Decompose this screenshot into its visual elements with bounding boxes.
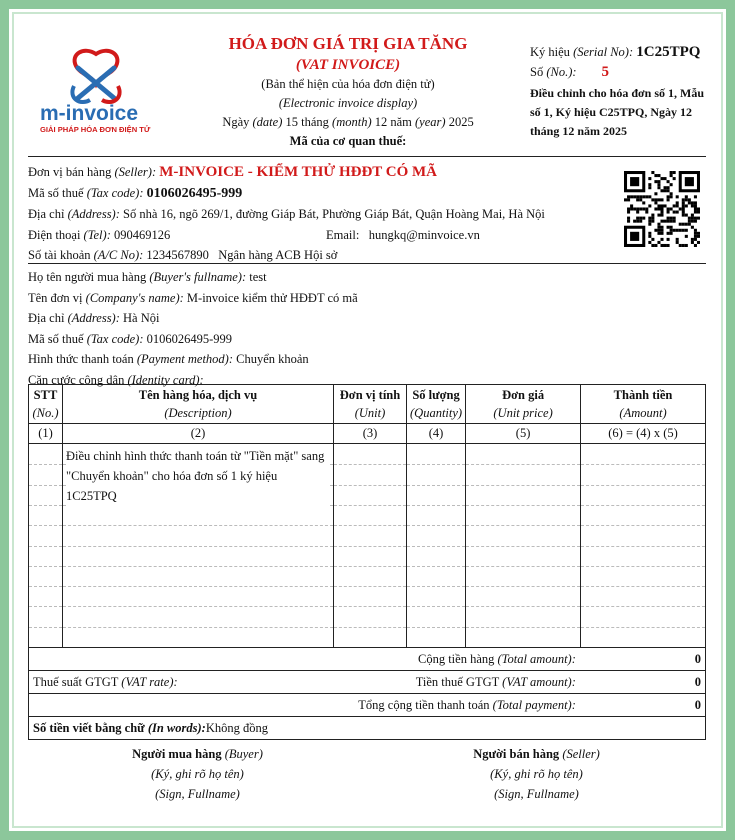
buyer-company: M-invoice kiểm thử HĐĐT có mã [186, 290, 358, 305]
seller-section: Đơn vị bán hàng (Seller): M-INVOICE - KIỂM THỬ HĐĐT CÓ MÃ Mã số thuế (Tax code): 0106026495-999 Địa chỉ (Address): Số nhà 16, ngõ 269/1, đường Giáp Bát, Phường Giáp Bát, Quận Hoàng Mai, Hà Nội Điện thoại (Tel): 090469126 Email: hungkq@minvoice.vn Số tài khoản (A/C No): 1234567890 Ngân hàng ACB Hội sở [28, 157, 706, 264]
buyer-signature: Người mua hàng (Buyer) (Ký, ghi rõ họ tên) (Sign, Fullname) [132, 747, 263, 801]
serial-block: Ký hiệu (Serial No): 1C25TPQ Số (No.): 5 Điều chỉnh cho hóa đơn số 1, Mẫu số 1, Ký hiệu C25TPQ, Ngày 12 tháng 12 năm 2025 [530, 42, 710, 141]
col-description: Tên hàng hóa, dịch vụ (Description) [63, 385, 334, 424]
col-unit: Đơn vị tính (Unit) [334, 385, 407, 424]
vat-row: Thuế suất GTGT (VAT rate): Tiền thuế GTGT (VAT amount): 0 [29, 671, 706, 694]
adjustment-note: Điều chỉnh cho hóa đơn số 1, Mẫu số 1, Ký hiệu C25TPQ, Ngày 12 tháng 12 năm 2025 [530, 86, 705, 138]
col-stt: STT (No.) [29, 385, 63, 424]
qr-code [624, 171, 700, 247]
seller-bank: Ngân hàng ACB Hội sở [218, 248, 338, 262]
display-note-en: (Electronic invoice display) [278, 96, 418, 110]
m-invoice-logo [38, 46, 178, 136]
column-number-row: (1) (2) (3) (4) (5) (6) = (4) x (5) [29, 424, 706, 444]
col-quantity: Số lượng (Quantity) [407, 385, 466, 424]
invoice-date: Ngày (date) 15 tháng (month) 12 năm (year) 2025 [222, 115, 474, 129]
invoice-title: HÓA ĐƠN GIÁ TRỊ GIA TĂNG [228, 34, 468, 53]
svg-text:GIẢI PHÁP HÓA ĐƠN ĐIỆN TỬ: GIẢI PHÁP HÓA ĐƠN ĐIỆN TỬ [40, 125, 151, 134]
col-amount: Thành tiền (Amount) [581, 385, 706, 424]
col-unit-price: Đơn giá (Unit price) [466, 385, 581, 424]
vat-amount: 0 [694, 675, 701, 689]
svg-text:m-invoice: m-invoice [40, 102, 139, 125]
buyer-payment-method: Chuyển khoản [236, 352, 309, 366]
total-payment: 0 [694, 698, 701, 712]
invoice-header [28, 28, 706, 157]
display-note-vi: (Bản thể hiện của hóa đơn điện tử) [261, 77, 435, 91]
signature-section [28, 744, 706, 804]
seller-account: 1234567890 [146, 248, 209, 262]
buyer-address: Hà Nội [123, 311, 160, 325]
seller-address: Số nhà 16, ngõ 269/1, đường Giáp Bát, Phường Giáp Bát, Quận Hoàng Mai, Hà Nội [123, 207, 545, 221]
total-payment-row: Tổng cộng tiền thanh toán (Total payment): 0 [29, 694, 706, 717]
buyer-tax-code: 0106026495-999 [146, 331, 233, 346]
total-amount-row: Cộng tiền hàng (Total amount): 0 [29, 648, 706, 671]
table-row [29, 444, 706, 648]
invoice-page [28, 28, 706, 804]
items-table [28, 384, 706, 740]
seller-email: hungkq@minvoice.vn [368, 227, 480, 242]
invoice-subtitle: (VAT INVOICE) [295, 57, 401, 73]
seller-name: M-INVOICE - KIỂM THỬ HĐĐT CÓ MÃ [159, 164, 438, 180]
seller-phone: 090469126 [114, 227, 171, 242]
in-words-row: Số tiền viết bằng chữ (In words):Không đồng [29, 717, 706, 740]
serial-value: 1C25TPQ [636, 44, 701, 60]
seller-tax-code: 0106026495-999 [146, 185, 243, 201]
amount-in-words: Không đồng [205, 721, 268, 735]
invoice-number: 5 [601, 64, 610, 80]
buyer-section: Họ tên người mua hàng (Buyer's fullname): test Tên đơn vị (Company's name): M-invoice kiểm thử HĐĐT có mã Địa chỉ (Address): Hà Nội Mã số thuế (Tax code): 0106026495-999 Hình thức thanh toán (Payment method): Chuyển khoản Căn cước công dân (Identity card): [28, 270, 358, 387]
item-description: Điều chỉnh hình thức thanh toán từ "Tiền mặt" sang "Chuyển khoản" cho hóa đơn số 1 ký hiệu 1C25TPQ [66, 444, 330, 506]
total-amount: 0 [694, 652, 701, 666]
buyer-fullname: test [249, 270, 267, 284]
authority-code-label: Mã của cơ quan thuế: [289, 134, 407, 148]
seller-signature: Người bán hàng (Seller) (Ký, ghi rõ họ tên) (Sign, Fullname) [473, 747, 600, 801]
